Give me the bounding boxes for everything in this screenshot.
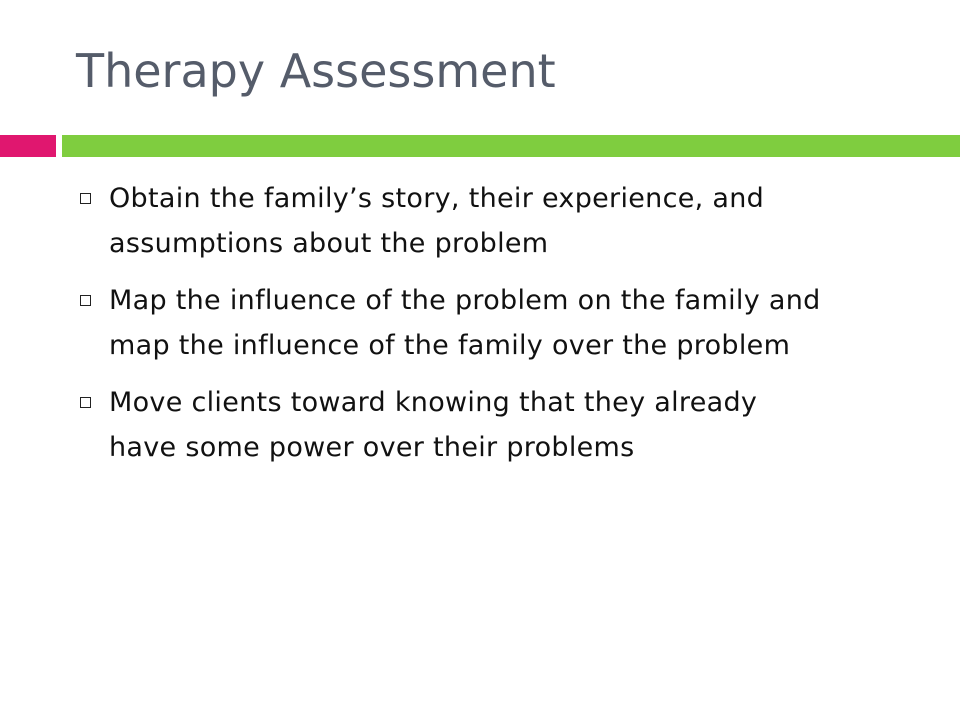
bullet-line: map the influence of the family over the problem bbox=[109, 330, 791, 361]
bullet-item bbox=[76, 278, 916, 368]
bullet-line: have some power over their problems bbox=[109, 432, 635, 463]
hollow-square-icon bbox=[80, 397, 91, 408]
slide-title: Therapy Assessment bbox=[76, 44, 556, 98]
bullet-line: assumptions about the problem bbox=[109, 228, 549, 259]
accent-bar-green bbox=[62, 135, 960, 157]
accent-bar-pink bbox=[0, 135, 56, 157]
bullet-item bbox=[76, 380, 916, 470]
bullet-line: Move clients toward knowing that they already bbox=[109, 387, 758, 418]
bullet-item bbox=[76, 176, 916, 266]
bullet-list bbox=[76, 176, 916, 482]
bullet-line: Obtain the family’s story, their experience, and bbox=[109, 183, 765, 214]
hollow-square-icon bbox=[80, 295, 91, 306]
hollow-square-icon bbox=[80, 193, 91, 204]
bullet-line: Map the influence of the problem on the family and bbox=[109, 285, 821, 316]
